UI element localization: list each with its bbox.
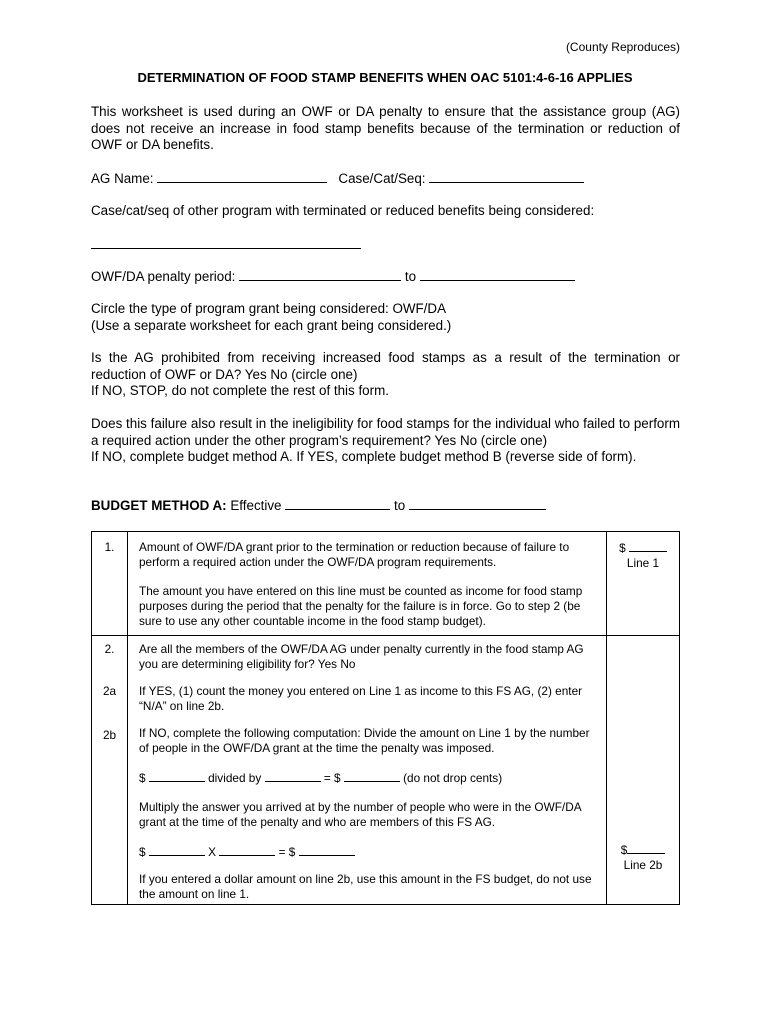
question-ineligibility [91,416,680,466]
line-1-amount-cell [607,532,680,636]
division-calculation [139,770,600,786]
divided-by-label: divided by [208,771,262,785]
row-2-number: 2. [104,642,115,656]
row-2b-text: If NO, complete the following computation: Divide the amount on Line 1 by the number of people in the OWF/DA grant at the time the penalty was imposed. [139,726,590,755]
county-reproduces-note: (County Reproduces) [565,40,680,54]
effective-label: Effective [230,498,282,513]
multiply-dollar: $ [139,845,146,859]
penalty-period-label: OWF/DA penalty period: [91,269,236,284]
penalty-period-end-field[interactable] [420,268,575,281]
multiplication-calculation [139,844,600,860]
multiply-amount-field[interactable] [149,844,205,856]
question-prohibited-text: Is the AG prohibited from receiving increased food stamps as a result of the termination or reduction of OWF or DA? Yes No (circle one) [91,350,680,382]
ag-name-field[interactable] [157,170,327,183]
multiply-x: X [208,845,216,859]
final-note: If you entered a dollar amount on line 2b, use this amount in the FS budget, do not use the amount on line 1. [139,872,592,901]
budget-method-label: BUDGET METHOD A: [91,498,227,513]
other-case-field[interactable] [91,236,361,249]
line-1-label: Line 1 [626,556,660,570]
case-cat-seq-field[interactable] [429,170,584,183]
row-2a-number: 2a [102,684,117,698]
question-prohibited [91,350,680,400]
row-2a-text: If YES, (1) count the money you entered on Line 1 as income to this FS AG, (2) enter “N/A” on line 2b. [139,684,583,713]
line-2b-amount-field[interactable] [627,842,665,854]
divisor-field[interactable] [265,770,321,782]
effective-end-field[interactable] [409,497,546,510]
circle-type-line: Circle the type of program grant being considered: OWF/DA [91,301,447,316]
multiply-equals: = $ [278,845,296,859]
row-1-number: 1. [92,532,128,636]
row-2-number-cell [92,636,128,905]
row-2b-number: 2b [102,728,117,742]
division-dollar: $ [139,771,146,785]
penalty-period-row [91,268,680,286]
row-2-text: Are all the members of the OWF/DA AG under penalty currently in the food stamp AG you are determining eligibility for? Yes No [139,642,584,671]
row-1-note: The amount you have entered on this line must be counted as income for food stamp purposes during the period that the penalty for the failure is in force. Go to step 2 (be sure to use any other countable income in the food stamp budget). [139,584,583,628]
line-2b-amount-cell [607,636,680,905]
page-title: DETERMINATION OF FOOD STAMP BENEFITS WHEN OAC 5101:4-6-16 APPLIES [137,70,633,85]
multiplier-field[interactable] [219,844,275,856]
row-1-content [128,532,607,636]
division-equals: = $ [323,771,341,785]
stop-note: If NO, STOP, do not complete the rest of this form. [91,383,389,398]
division-result-field[interactable] [344,770,400,782]
budget-method-note: If NO, complete budget method A. If YES, complete budget method B (reverse side of form). [91,449,637,464]
ag-name-row [91,170,680,188]
circle-type-block [91,301,680,334]
question-ineligibility-text: Does this failure also result in the ineligibility for food stamps for the individual who failed to perform a required action under the other program’s requirement? Yes No (circle one) [91,416,680,448]
other-case-row [91,236,680,254]
ag-name-label: AG Name: [91,171,154,186]
effective-start-field[interactable] [285,497,390,510]
line-2b-label: Line 2b [623,858,663,872]
worksheet-table [91,531,680,905]
do-not-drop-cents-note: (do not drop cents) [403,771,503,785]
separate-worksheet-note: (Use a separate worksheet for each grant being considered.) [91,317,452,333]
multiply-instructions: Multiply the answer you arrived at by the number of people who were in the OWF/DA grant at the time of the penalty and who are members of this FS AG. [139,800,581,829]
multiply-result-field[interactable] [299,844,355,856]
case-cat-seq-label: Case/Cat/Seq: [338,171,426,186]
penalty-period-to-label: to [404,269,417,284]
table-row-1 [92,532,680,636]
table-row-2 [92,636,680,905]
row-2-content [128,636,607,905]
penalty-period-start-field[interactable] [239,268,401,281]
intro-paragraph: This worksheet is used during an OWF or DA penalty to ensure that the assistance group (AG) does not receive an increase in food stamp benefits because of the termination or reduction of OWF or DA benefits. [91,104,680,152]
effective-to-label: to [393,498,406,513]
row-1-text: Amount of OWF/DA grant prior to the termination or reduction because of failure to perform a required action under the OWF/DA program requirements. [139,540,570,569]
line-1-dollar: $ [619,541,626,555]
other-case-label: Case/cat/seq of other program with terminated or reduced benefits being considered: [91,203,595,218]
budget-method-row [91,497,546,513]
line-1-amount-field[interactable] [629,540,667,552]
line-2b-dollar: $ [620,843,628,857]
division-amount-field[interactable] [149,770,205,782]
